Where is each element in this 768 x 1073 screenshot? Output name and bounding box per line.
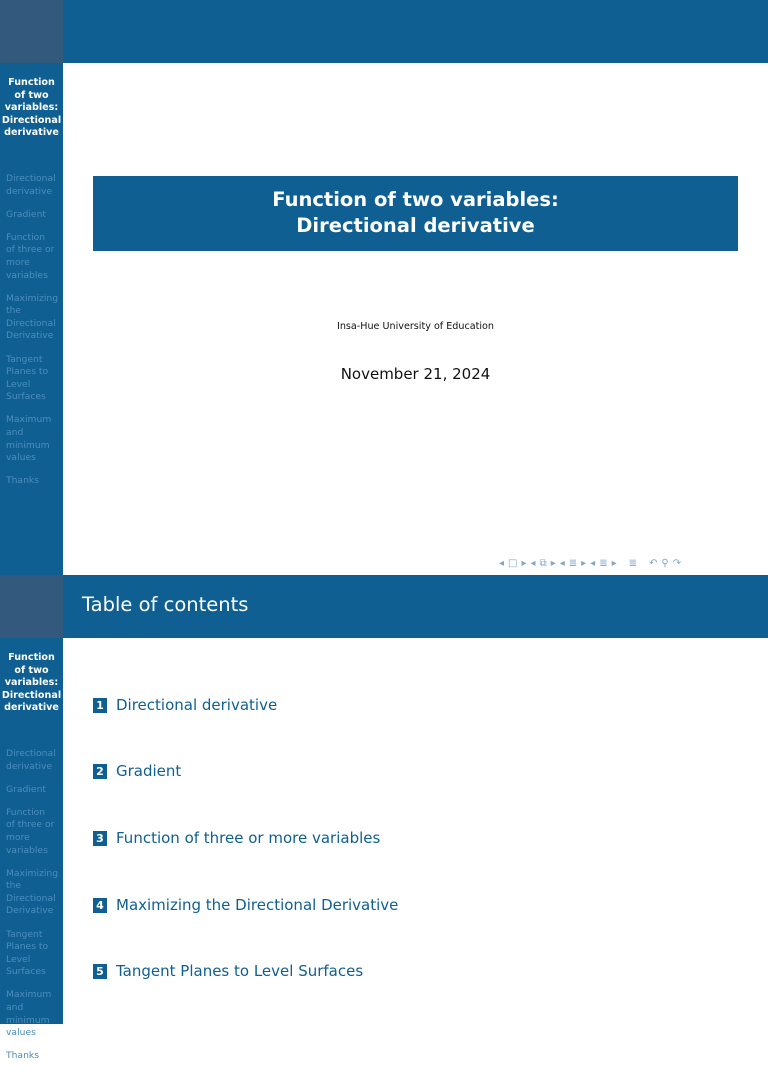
- sidebar-corner: [0, 575, 63, 638]
- sidebar-title-line: variables:: [4, 677, 59, 688]
- nav-prev-subsection-icon[interactable]: ◂: [559, 557, 565, 569]
- toc-item-directional-derivative[interactable]: [93, 696, 277, 714]
- sidebar-nav: [6, 173, 62, 498]
- sidebar-title-line: Directional: [1, 689, 62, 701]
- sidebar-title-line: variables:: [4, 102, 59, 113]
- title-box: [93, 176, 738, 251]
- header-bar: [63, 0, 768, 63]
- sidebar-item-three-variables[interactable]: Function of three or more variables: [6, 231, 55, 281]
- nav-next-frame-icon[interactable]: ▸: [550, 557, 556, 569]
- toc-number-badge: 2: [93, 764, 107, 779]
- nav-prev-frame-icon[interactable]: ◂: [530, 557, 536, 569]
- toc-item-maximizing[interactable]: [93, 896, 398, 914]
- sidebar-item-tangent-planes[interactable]: Tangent Planes to Level Surfaces: [6, 928, 49, 978]
- toc-item-tangent-planes[interactable]: [93, 962, 363, 980]
- institute: Insa-Hue University of Education: [337, 321, 494, 332]
- nav-back-icon[interactable]: ↶: [649, 557, 658, 569]
- title-line-1: Function of two variables:: [272, 188, 559, 211]
- nav-frame-icon[interactable]: ⧉: [539, 557, 547, 569]
- beamer-navigation-symbols: [497, 556, 683, 570]
- nav-forward-icon[interactable]: ↷: [672, 557, 682, 569]
- nav-slide-icon[interactable]: □: [508, 557, 518, 569]
- sidebar-item-maximizing[interactable]: Maximizing the Directional Derivative: [6, 292, 59, 342]
- nav-toc-icon[interactable]: ≣: [628, 557, 638, 569]
- toc-item-label: Directional derivative: [116, 696, 278, 714]
- title-line-2: Directional derivative: [296, 214, 535, 237]
- sidebar-item-maximizing[interactable]: Maximizing the Directional Derivative: [6, 867, 59, 917]
- sidebar-item-max-min[interactable]: Maximum and minimum values: [6, 414, 52, 464]
- sidebar-title-line: of two: [14, 89, 49, 101]
- sidebar-presentation-title[interactable]: [0, 77, 63, 140]
- sidebar-title-line: Function: [8, 652, 55, 663]
- header-bar: [63, 575, 768, 638]
- sidebar-item-directional-derivative[interactable]: Directional derivative: [6, 748, 56, 772]
- sidebar: [0, 575, 63, 1062]
- sidebar-item-gradient[interactable]: Gradient: [6, 783, 46, 795]
- sidebar: [0, 0, 63, 575]
- toc-item-label: Gradient: [116, 762, 182, 780]
- sidebar-title-line: derivative: [4, 127, 59, 138]
- sidebar-item-gradient[interactable]: Gradient: [6, 208, 46, 220]
- nav-prev-section-icon[interactable]: ◂: [590, 557, 596, 569]
- nav-next-section-icon[interactable]: ▸: [611, 557, 617, 569]
- date: November 21, 2024: [340, 365, 491, 383]
- sidebar-item-directional-derivative[interactable]: Directional derivative: [6, 173, 56, 197]
- sidebar-item-max-min[interactable]: Maximum and minimum values: [6, 989, 52, 1039]
- nav-subsection-icon[interactable]: ≣: [568, 557, 578, 569]
- toc-item-label: Maximizing the Directional Derivative: [116, 896, 399, 914]
- sidebar-presentation-title[interactable]: [0, 652, 63, 715]
- nav-next-slide-icon[interactable]: ▸: [521, 557, 527, 569]
- sidebar-item-thanks[interactable]: Thanks: [6, 1050, 39, 1062]
- sidebar-item-thanks[interactable]: Thanks: [6, 475, 39, 487]
- toc-item-label: Function of three or more variables: [116, 829, 381, 847]
- toc-slide: [0, 575, 768, 1062]
- sidebar-title-line: Directional: [1, 114, 62, 126]
- nav-next-subsection-icon[interactable]: ▸: [581, 557, 587, 569]
- toc-item-gradient[interactable]: [93, 762, 181, 780]
- nav-search-icon[interactable]: ⚲: [661, 557, 669, 569]
- toc-number-badge: 4: [93, 898, 107, 913]
- nav-prev-slide-icon[interactable]: ◂: [499, 557, 505, 569]
- sidebar-title-line: derivative: [4, 702, 59, 713]
- toc-item-three-variables[interactable]: [93, 829, 380, 847]
- sidebar-item-tangent-planes[interactable]: Tangent Planes to Level Surfaces: [6, 353, 49, 403]
- sidebar-nav: [6, 748, 62, 1073]
- toc-number-badge: 3: [93, 831, 107, 846]
- sidebar-title-line: Function: [8, 77, 55, 88]
- sidebar-corner: [0, 0, 63, 63]
- nav-section-icon[interactable]: ≣: [599, 557, 608, 569]
- toc-item-label: Tangent Planes to Level Surfaces: [116, 962, 364, 980]
- toc-number-badge: 5: [93, 964, 107, 979]
- sidebar-item-three-variables[interactable]: Function of three or more variables: [6, 806, 55, 856]
- toc-number-badge: 1: [93, 698, 107, 713]
- frame-title: Table of contents: [82, 593, 249, 616]
- sidebar-title-line: of two: [14, 664, 49, 676]
